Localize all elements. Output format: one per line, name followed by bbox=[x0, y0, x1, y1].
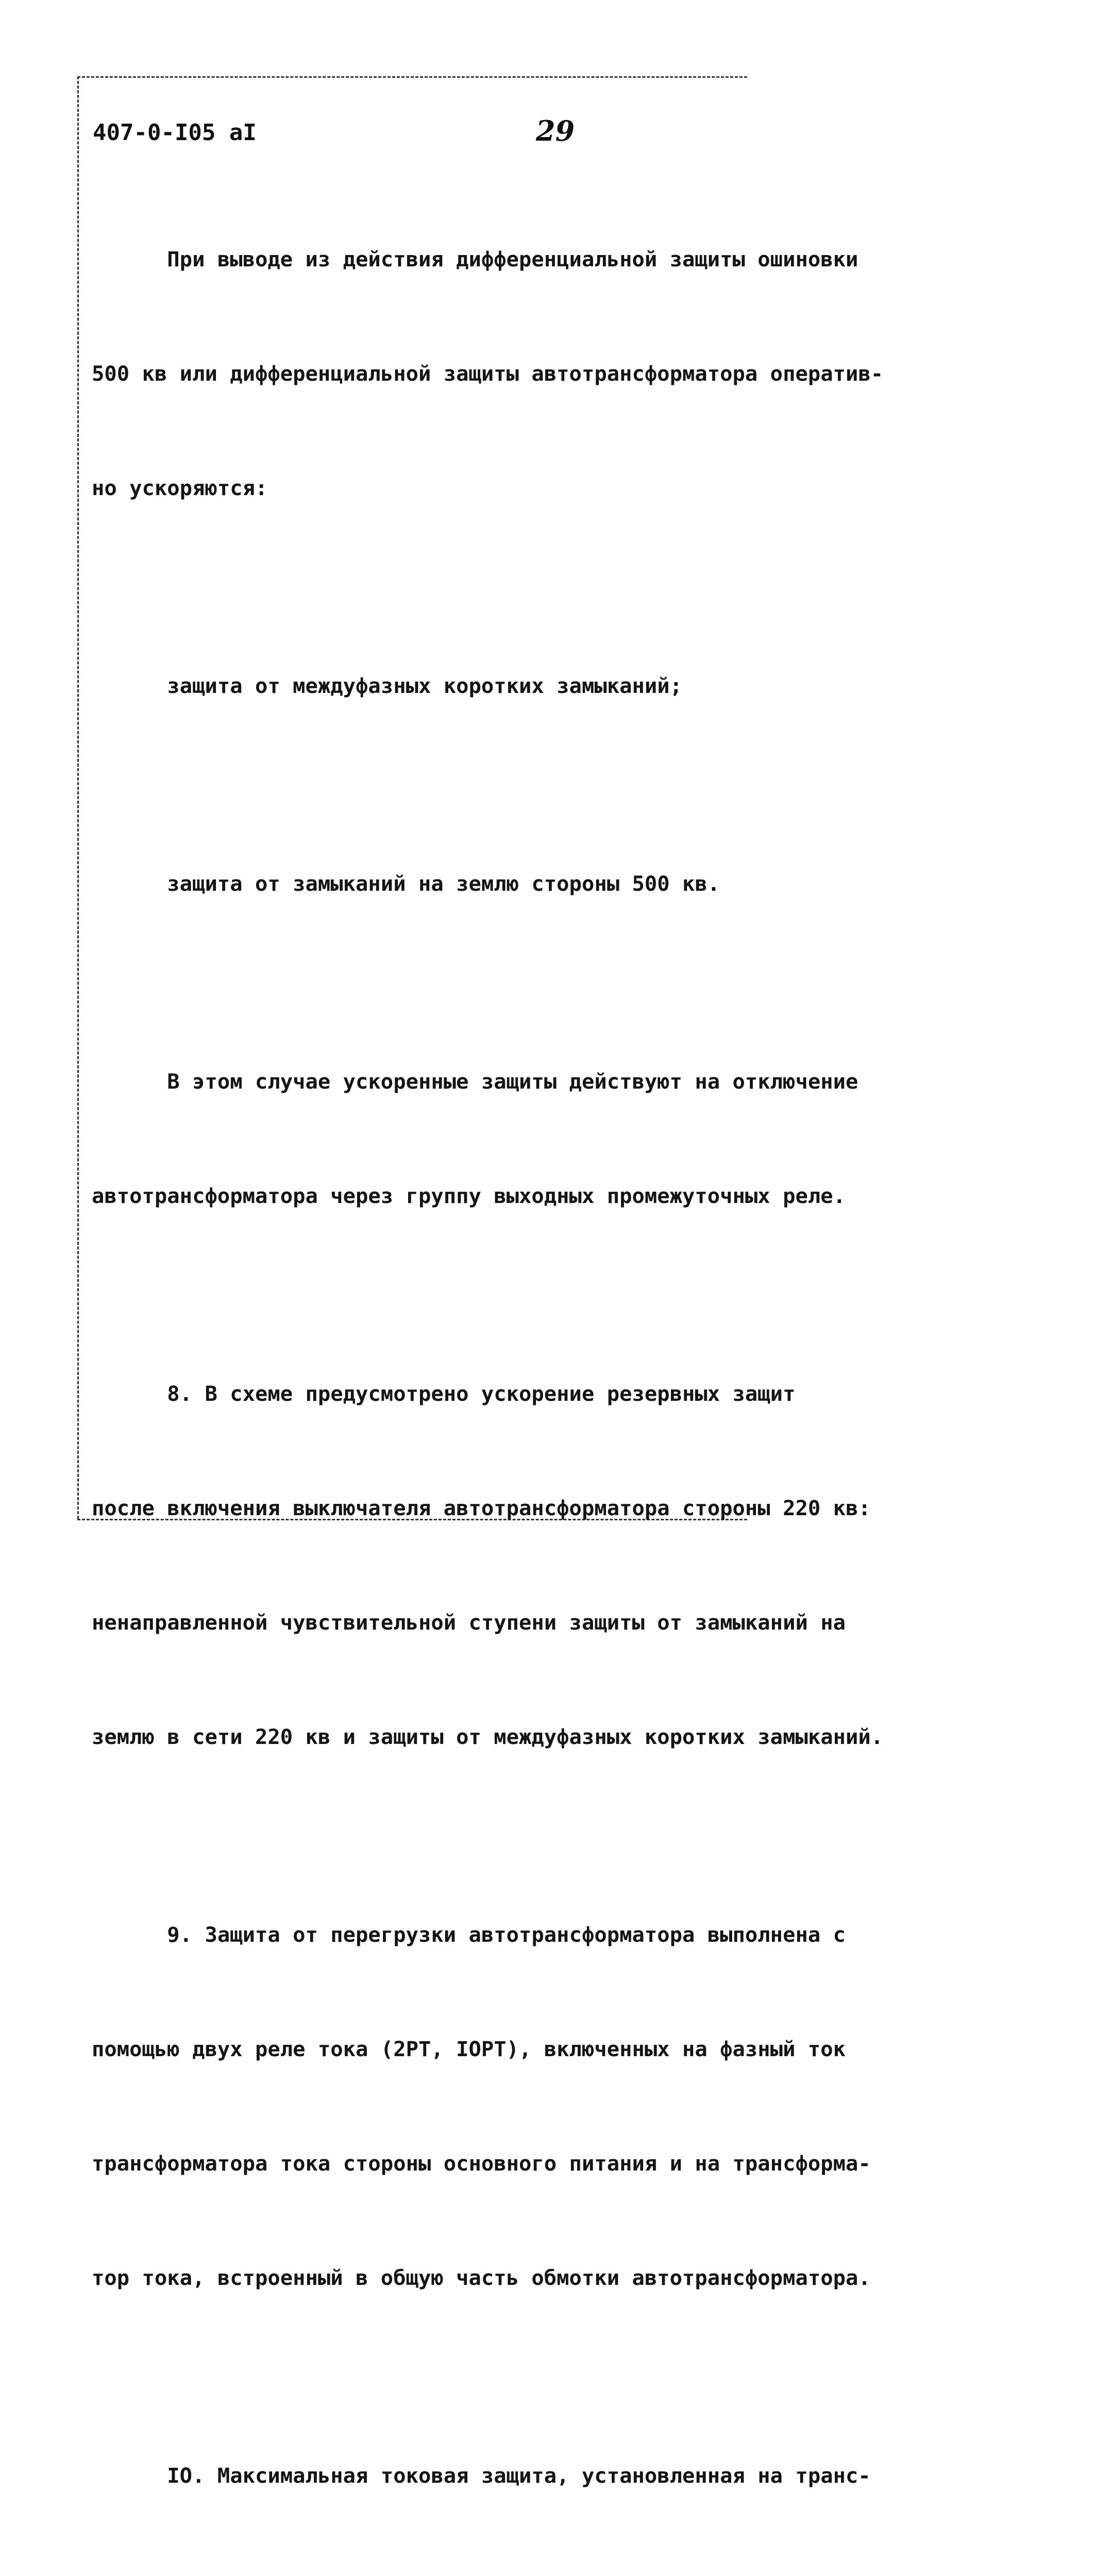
text-line: тор тока, встроенный в общую часть обмотки автотрансформатора. bbox=[92, 2265, 871, 2290]
text-line: трансформатора тока стороны основного питания и на трансформа- bbox=[92, 2151, 871, 2176]
paragraph-gap bbox=[92, 2373, 1019, 2380]
paragraph-gap bbox=[92, 781, 1019, 788]
paragraph-gap bbox=[92, 1832, 1019, 1839]
text-line: 500 кв или дифференциальной защиты автотрансформатора оператив- bbox=[92, 361, 884, 386]
document-body bbox=[92, 164, 1019, 2576]
paragraph-gap bbox=[92, 1291, 1019, 1298]
document-code: 407-0-I05 aI bbox=[93, 120, 257, 146]
text-line: 9. Защита от перегрузки автотрансформатора выполнена с bbox=[92, 1922, 846, 1947]
page-number: 29 bbox=[536, 114, 575, 147]
text-line: ненаправленной чувствительной ступени защиты от замыканий на bbox=[92, 1610, 846, 1635]
paragraph-gap bbox=[92, 583, 1019, 590]
frame-left-border bbox=[77, 76, 79, 1519]
text-line: землю в сети 220 кв и защиты от междуфазных коротких замыканий. bbox=[92, 1724, 884, 1749]
paragraph-gap bbox=[92, 979, 1019, 986]
text-line: после включения выключателя автотрансформатора стороны 220 кв: bbox=[92, 1496, 871, 1520]
text-line: защита от междуфазных коротких замыканий; bbox=[92, 673, 683, 698]
text-line: автотрансформатора через группу выходных промежуточных реле. bbox=[92, 1183, 846, 1208]
text-line: В этом случае ускоренные защиты действуют на отключение bbox=[92, 1069, 858, 1094]
text-line bbox=[92, 2571, 1019, 2576]
text-line: помощью двух реле тока (2РТ, IОРТ), включенных на фазный ток bbox=[92, 2037, 846, 2061]
text-line: но ускоряются: bbox=[92, 476, 268, 500]
text-line: защита от замыканий на землю стороны 500 кв. bbox=[92, 871, 720, 896]
text-line: 8. В схеме предусмотрено ускорение резервных защит bbox=[92, 1381, 796, 1406]
frame-top-border bbox=[77, 76, 747, 78]
text-line: При выводе из действия дифференциальной защиты ошиновки bbox=[92, 247, 858, 272]
text-line: IО. Максимальная токовая защита, установленная на транс- bbox=[92, 2463, 871, 2488]
